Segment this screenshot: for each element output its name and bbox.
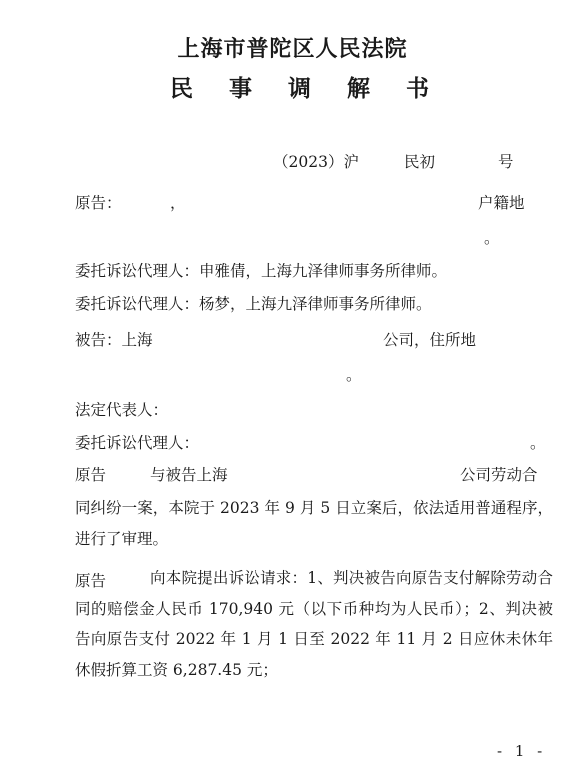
plaintiff-agent-2: 委托诉讼代理人：杨梦，上海九泽律师事务所律师。 xyxy=(75,295,432,313)
paragraph-1-defendant: 与被告上海 xyxy=(150,466,228,484)
plaintiff-comma: ， xyxy=(170,194,186,212)
defendant-end: 。 xyxy=(346,366,362,384)
page-number: - 1 - xyxy=(497,742,547,760)
legal-representative-label: 法定代表人： xyxy=(75,401,169,419)
paragraph-1-dispute: 公司劳动合 xyxy=(460,466,538,484)
case-number-year: （2023）沪 xyxy=(273,153,359,171)
case-number-suffix: 号 xyxy=(498,153,514,171)
defendant-company: 公司，住所地 xyxy=(383,331,477,349)
defendant-label: 被告：上海 xyxy=(75,331,153,349)
defendant-agent-end: 。 xyxy=(530,434,546,452)
document-type: 民 事 调 解 书 xyxy=(169,75,444,102)
court-name: 上海市普陀区人民法院 xyxy=(177,36,408,62)
plaintiff-end: 。 xyxy=(484,229,500,247)
paragraph-2-body: 向本院提出诉讼请求：1、判决被告向原告支付解除劳动合同的赔偿金人民币 170,940 元（以下币种均为人民币）；2、判决被告向原告支付 2022 年 1 月 1 日至 2022 年 11 月 2 日应休未休年休假折算工资 6,287.45 元； xyxy=(75,569,553,679)
plaintiff-agent-1: 委托诉讼代理人：申雅倩，上海九泽律师事务所律师。 xyxy=(75,262,448,280)
paragraph-1-plaintiff: 原告 xyxy=(75,466,107,484)
defendant-agent-label: 委托诉讼代理人： xyxy=(75,434,200,452)
paragraph-2-plaintiff: 原告 xyxy=(75,572,107,590)
paragraph-1-body: 同纠纷一案，本院于 2023 年 9 月 5 日立案后，依法适用普通程序，进行了审理。 xyxy=(75,499,553,548)
plaintiff-label: 原告： xyxy=(75,194,122,212)
case-number-type: 民初 xyxy=(404,153,436,171)
plaintiff-domicile-label: 户籍地 xyxy=(478,194,525,212)
